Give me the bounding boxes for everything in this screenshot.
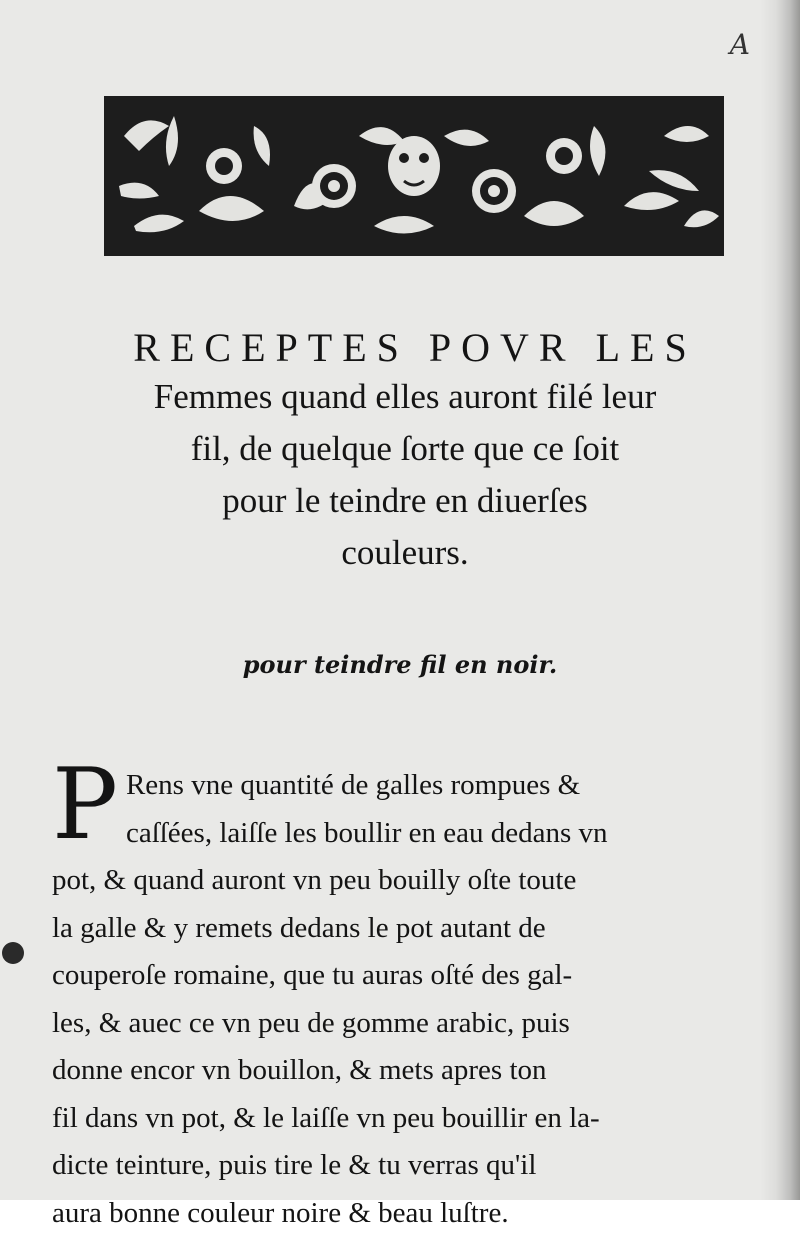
title-line-5: couleurs. [40,527,770,579]
page-signature-mark: A [730,28,750,61]
body-line: aura bonne couleur noire & beau luſtre. [52,1190,772,1237]
woodcut-floral-headpiece-icon [104,96,724,256]
recipe-subheading: pour teindre fil en noir. [0,650,800,679]
ink-stain [2,942,24,964]
recipe-section-title [40,325,770,579]
recipe-body [52,762,772,1237]
body-line: les, & auec ce vn peu de gomme arabic, puis [52,1000,772,1048]
title-line-2: Femmes quand elles auront filé leur [40,371,770,423]
body-line: donne encor vn bouillon, & mets apres ton [52,1047,772,1095]
body-line: dicte teinture, puis tire le & tu verras qu'il [52,1142,772,1190]
body-line: fil dans vn pot, & le laiſſe vn peu bouillir en la- [52,1095,772,1143]
body-line: la galle & y remets dedans le pot autant de [52,905,772,953]
body-line: Rens vne quantité de galles rompues & [52,762,772,810]
body-line: caſſées, laiſſe les boullir en eau dedans vn [52,810,772,858]
title-line-4: pour le teindre en diuerſes [40,475,770,527]
body-line: pot, & quand auront vn peu bouilly oſte toute [52,857,772,905]
body-line: couperoſe romaine, que tu auras oſté des gal- [52,952,772,1000]
title-line-3: fil, de quelque ſorte que ce ſoit [40,423,770,475]
title-line-1: RECEPTES POVR LES [40,325,770,371]
drop-cap-letter: P [52,764,118,846]
